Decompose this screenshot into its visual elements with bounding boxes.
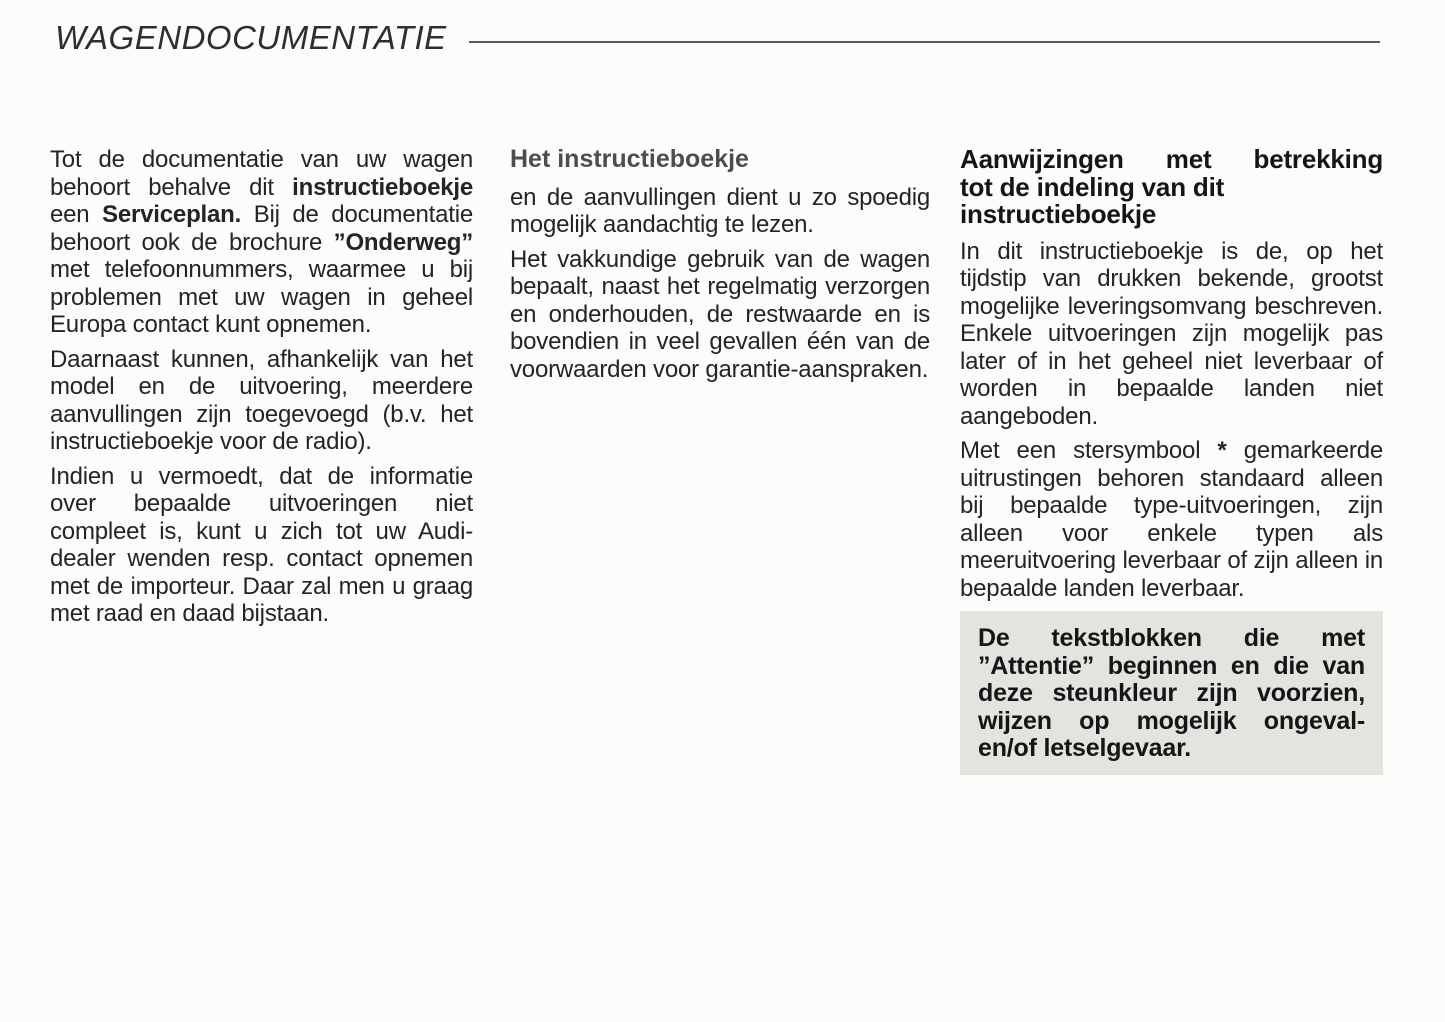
page-header: [55, 20, 1380, 56]
column-instruction-book: [510, 146, 930, 775]
paragraph-dealer-contact: Indien u vermoedt, dat de informatie over bepaalde uitvoeringen niet compleet is, kunt u zich tot uw Audi-dealer wenden resp. contact opnemen met de importeur. Daar zal men u graag met raad en daad bijstaan.: [50, 462, 473, 627]
paragraph-delivery-scope: In dit instructieboekje is de, op het tijdstip van drukken bekende, grootst mogelijke leveringsomvang beschreven. Enkele uitvoeringen zijn mogelijk pas later of in het geheel niet leverbaar of worden in bepaalde landen niet aangeboden.: [960, 237, 1383, 430]
attention-text: De tekstblokken die met ”Attentie” beginnen en die van deze steunkleur zijn voorzien, wijzen op mogelijk ongeval- en/of letselgevaar.: [978, 624, 1365, 763]
paragraph-star-symbol: Met een stersymbool * gemarkeerde uitrustingen behoren standaard alleen bij bepaalde type-uitvoeringen, zijn alleen voor enkele typen als meeruitvoering leverbaar of zijn alleen in bepaalde landen leverbaar.: [960, 437, 1383, 602]
column-documentation: [50, 146, 473, 775]
section-heading-layout-notes: Aanwijzingen met betrekking tot de indeling van dit instructieboekje: [960, 144, 1383, 229]
paragraph-supplements: Daarnaast kunnen, afhankelijk van het model en de uitvoering, meerdere aanvullingen zijn toegevoegd (b.v. het instructieboekje voor de radio).: [50, 345, 473, 455]
paragraph-documentation-overview: Tot de documentatie van uw wagen behoort behalve dit instructieboekje een Serviceplan. Bij de documentatie behoort ook de brochure ”Onderweg” met telefoonnummers, waarmee u bij problemen met uw wagen in geheel Europa contact kunt opnemen.: [50, 146, 473, 338]
section-heading-instruction-book: Het instructieboekje: [510, 145, 749, 173]
column-layout-notes: [960, 146, 1383, 775]
paragraph-read-soon: en de aanvullingen dient u zo spoedig mogelijk aandachtig te lezen.: [510, 183, 930, 238]
attention-box: [960, 611, 1383, 775]
paragraph-proper-use: Het vakkundige gebruik van de wagen bepaalt, naast het regelmatig verzorgen en onderhouden, de restwaarde en is bovendien in veel gevallen één van de voorwaarden voor garantie-aanspraken.: [510, 245, 930, 383]
page-title: WAGENDOCUMENTATIE: [55, 19, 447, 56]
header-rule: [469, 41, 1380, 43]
content-columns: [50, 146, 1383, 775]
